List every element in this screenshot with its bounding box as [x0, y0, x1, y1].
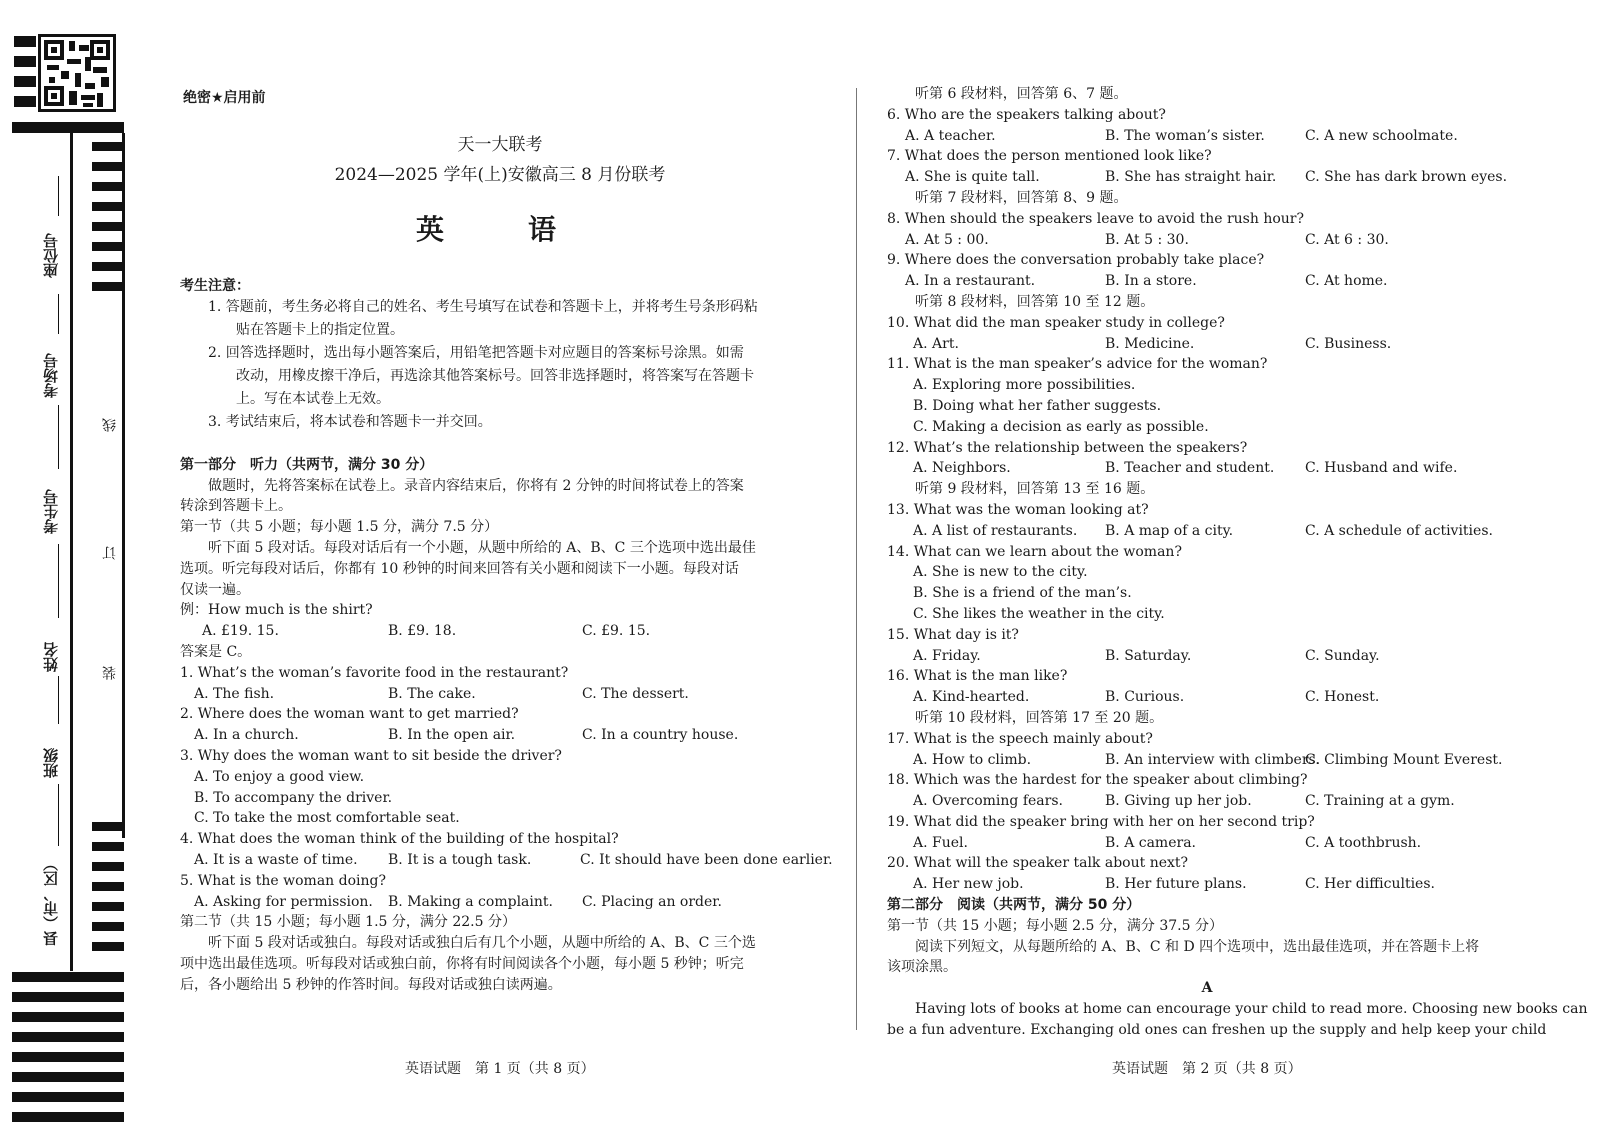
option-b: B. The woman’s sister.: [1105, 127, 1265, 144]
question-1-options: [180, 684, 820, 705]
question-7: 7. What does the person mentioned look like?: [887, 148, 1212, 165]
option-a: A. At 5 : 00.: [905, 231, 989, 248]
exam-title: 2024—2025 学年(上)安徽高三 8 月份联考: [334, 165, 666, 185]
option-b: B. An interview with climbers.: [1105, 751, 1321, 768]
option-a: A. In a restaurant.: [905, 273, 1036, 290]
example-question: 例：How much is the shirt?: [180, 602, 373, 619]
question-1: 1. What’s the woman’s favorite food in the restaurant?: [180, 664, 569, 681]
option-c: C. Climbing Mount Everest.: [1305, 751, 1503, 768]
notice-line: 贴在答题卡上的指定位置。: [236, 321, 404, 338]
option-b: B. It is a tough task.: [388, 851, 532, 868]
question-2-options: [180, 725, 820, 746]
material-heading: 听第 9 段材料，回答第 13 至 16 题。: [915, 481, 1155, 498]
question-8-options: [887, 230, 1527, 251]
question-12-options: [887, 458, 1527, 479]
option-c: C. £9. 15.: [582, 623, 651, 640]
question-18: 18. Which was the hardest for the speaker about climbing?: [887, 772, 1308, 789]
question-10: 10. What did the man speaker study in college?: [887, 314, 1225, 331]
cut-line-word: 订: [102, 546, 118, 560]
passage-line: be a fun adventure. Exchanging old ones can freshen up the supply and help keep your child: [887, 1021, 1547, 1038]
county-label: 县（市、区）: [42, 856, 60, 946]
option-c: C. In a country house.: [582, 727, 739, 744]
option-c: C. A toothbrush.: [1305, 834, 1422, 851]
section1-intro: 仅读一遍。: [180, 581, 250, 598]
part2-intro: 该项涂黑。: [887, 959, 957, 976]
candidate-number-label: 考生号: [42, 489, 60, 534]
option-c: C. Business.: [1305, 335, 1392, 352]
question-6-options: [887, 126, 1527, 147]
option-b: B. She is a friend of the man’s.: [913, 585, 1132, 602]
section1-intro: 选项。听完每段对话后，你都有 10 秒钟的时间来回答有关小题和阅读下一小题。每段对话: [180, 560, 739, 577]
option-a: A. How to climb.: [913, 751, 1032, 768]
material-heading: 听第 7 段材料，回答第 8、9 题。: [915, 189, 1128, 206]
notice-line: 1. 答题前，考生务必将自己的姓名、考生号填写在试卷和答题卡上，并将考生号条形码粘: [208, 298, 758, 315]
option-a: A. To enjoy a good view.: [194, 768, 365, 785]
question-4: 4. What does the woman think of the building of the hospital?: [180, 831, 619, 848]
section2-intro: 后，各小题给出 5 秒钟的作答时间。每段对话或独白读两遍。: [180, 976, 562, 993]
question-9-options: [887, 271, 1527, 292]
option-c: C. Sunday.: [1305, 647, 1380, 664]
option-c: C. Training at a gym.: [1305, 793, 1455, 810]
example-answer: 答案是 C。: [180, 643, 252, 660]
option-a: A. A list of restaurants.: [913, 522, 1078, 539]
option-c: C. She likes the weather in the city.: [913, 605, 1165, 622]
option-c: C. Husband and wife.: [1305, 460, 1458, 477]
class-label: 班级: [42, 748, 60, 778]
question-14: 14. What can we learn about the woman?: [887, 543, 1182, 560]
question-16-options: [887, 687, 1527, 708]
option-a: A. £19. 15.: [202, 623, 279, 640]
section2-title: 第二节（共 15 小题；每小题 1.5 分，满分 22.5 分）: [180, 914, 516, 931]
notice-line: 上。写在本试卷上无效。: [236, 390, 390, 407]
question-15-options: [887, 646, 1527, 667]
question-18-options: [887, 791, 1527, 812]
option-b: B. In a store.: [1105, 273, 1197, 290]
option-a: A. She is quite tall.: [905, 169, 1040, 186]
question-20: 20. What will the speaker talk about next?: [887, 855, 1189, 872]
question-13-options: [887, 521, 1527, 542]
option-c: C. At home.: [1305, 273, 1388, 290]
section1-intro: 听下面 5 段对话。每段对话后有一个小题，从题中所给的 A、B、C 三个选项中选出最佳: [208, 539, 756, 556]
option-a: A. Her new job.: [913, 876, 1024, 893]
question-5-options: [180, 892, 820, 913]
option-c: C. A schedule of activities.: [1305, 522, 1493, 539]
option-c: C. At 6 : 30.: [1305, 231, 1389, 248]
option-b: B. Her future plans.: [1105, 876, 1247, 893]
material-heading: 听第 8 段材料，回答第 10 至 12 题。: [915, 293, 1155, 310]
material-heading: 听第 10 段材料，回答第 17 至 20 题。: [915, 709, 1164, 726]
option-a: A. A teacher.: [905, 127, 996, 144]
example-options: [180, 621, 820, 642]
qr-code-icon: [38, 34, 116, 112]
option-b: B. A camera.: [1105, 834, 1196, 851]
option-b: B. A map of a city.: [1105, 522, 1234, 539]
option-b: B. In the open air.: [388, 727, 516, 744]
option-a: A. Overcoming fears.: [913, 793, 1063, 810]
option-a: A. Asking for permission.: [194, 893, 373, 910]
question-19-options: [887, 833, 1527, 854]
cut-line-word: 线: [102, 418, 118, 432]
section2-intro: 听下面 5 段对话或独白。每段对话或独白后有几个小题，从题中所给的 A、B、C 三个选: [208, 935, 756, 952]
option-c: C. She has dark brown eyes.: [1305, 169, 1508, 186]
option-a: A. It is a waste of time.: [194, 851, 358, 868]
question-15: 15. What day is it?: [887, 626, 1019, 643]
seat-number-label: 座位号: [42, 233, 60, 278]
question-6: 6. Who are the speakers talking about?: [887, 106, 1166, 123]
option-c: C. To take the most comfortable seat.: [194, 810, 460, 827]
part1-title: 第一部分 听力（共两节，满分 30 分）: [180, 456, 434, 473]
option-b: B. Medicine.: [1105, 335, 1195, 352]
question-8: 8. When should the speakers leave to avoid the rush hour?: [887, 210, 1304, 227]
question-7-options: [887, 167, 1527, 188]
question-5: 5. What is the woman doing?: [180, 872, 386, 889]
section2-intro: 项中选出最佳选项。听每段对话或独白前，你将有时间阅读各个小题，每小题 5 秒钟；听完: [180, 955, 744, 972]
option-b: B. To accompany the driver.: [194, 789, 393, 806]
option-b: B. Teacher and student.: [1105, 460, 1275, 477]
question-17-options: [887, 750, 1527, 771]
notice-title: 考生注意：: [180, 278, 250, 294]
notice-line: 2. 回答选择题时，选出每小题答案后，用铅笔把答题卡对应题目的答案标号涂黑。如需: [208, 344, 744, 361]
notice-line: 3. 考试结束后，将本试卷和答题卡一并交回。: [208, 413, 492, 430]
part2-section1-title: 第一节（共 15 小题；每小题 2.5 分，满分 37.5 分）: [887, 917, 1223, 934]
option-a: A. In a church.: [194, 727, 299, 744]
question-4-options: [180, 850, 833, 871]
option-c: C. Her difficulties.: [1305, 876, 1435, 893]
option-a: A. Exploring more possibilities.: [913, 377, 1136, 394]
section1-title: 第一节（共 5 小题；每小题 1.5 分，满分 7.5 分）: [180, 519, 499, 536]
option-a: A. The fish.: [194, 685, 275, 702]
page-divider: [856, 88, 857, 1030]
option-c: C. A new schoolmate.: [1305, 127, 1458, 144]
option-a: A. Friday.: [913, 647, 981, 664]
option-c: C. Honest.: [1305, 689, 1380, 706]
part1-intro: 做题时，先将答案标在试卷上。录音内容结束后，你将有 2 分钟的时间将试卷上的答案: [208, 477, 744, 494]
part2-title: 第二部分 阅读（共两节，满分 50 分）: [887, 897, 1141, 914]
page-2-body: [887, 84, 1588, 1041]
part1-intro: 转涂到答题卡上。: [180, 498, 292, 515]
question-10-options: [887, 334, 1527, 355]
page-2-footer: 英语试题 第 2 页（共 8 页）: [1112, 1061, 1302, 1077]
option-b: B. The cake.: [388, 685, 476, 702]
passage-line: Having lots of books at home can encourage your child to read more. Choosing new books can: [915, 1001, 1588, 1018]
question-3: 3. Why does the woman want to sit beside the driver?: [180, 747, 562, 764]
option-b: B. She has straight hair.: [1105, 169, 1277, 186]
notice-line: 改动，用橡皮擦干净后，再选涂其他答案标号。回答非选择题时，将答案写在答题卡: [236, 367, 754, 384]
part2-intro: 阅读下列短文，从每题所给的 A、B、C 和 D 四个选项中，选出最佳选项，并在答题卡上将: [915, 938, 1480, 955]
exam-organizer: 天一大联考: [457, 135, 543, 155]
question-13: 13. What was the woman looking at?: [887, 501, 1149, 518]
page-1-body: [180, 276, 833, 996]
question-9: 9. Where does the conversation probably take place?: [887, 252, 1265, 269]
option-a: A. She is new to the city.: [913, 564, 1088, 581]
question-19: 19. What did the speaker bring with her on her second trip?: [887, 813, 1315, 830]
option-b: B. Saturday.: [1105, 647, 1192, 664]
exam-room-label: 考场号: [42, 353, 60, 398]
option-b: B. Giving up her job.: [1105, 793, 1252, 810]
option-c: C. Placing an order.: [582, 893, 722, 910]
question-16: 16. What is the man like?: [887, 668, 1068, 685]
option-c: C. The dessert.: [582, 685, 689, 702]
option-b: B. £9. 18.: [388, 623, 457, 640]
page-1-footer: 英语试题 第 1 页（共 8 页）: [405, 1061, 595, 1077]
option-a: A. Fuel.: [913, 834, 968, 851]
option-c: C. It should have been done earlier.: [580, 851, 833, 868]
question-11: 11. What is the man speaker’s advice for the woman?: [887, 356, 1268, 373]
option-c: C. Making a decision as early as possible.: [913, 418, 1209, 435]
question-20-options: [887, 874, 1527, 895]
question-12: 12. What’s the relationship between the speakers?: [887, 439, 1248, 456]
passage-label: A: [1201, 980, 1213, 997]
option-a: A. Neighbors.: [913, 460, 1011, 477]
option-a: A. Art.: [913, 335, 959, 352]
material-heading: 听第 6 段材料，回答第 6、7 题。: [915, 86, 1128, 102]
name-label: 姓名: [42, 642, 60, 672]
option-a: A. Kind-hearted.: [913, 689, 1030, 706]
binding-strip: [0, 0, 130, 1138]
question-17: 17. What is the speech mainly about?: [887, 730, 1153, 747]
subject-title: 英 语: [415, 213, 584, 246]
option-b: B. Curious.: [1105, 689, 1185, 706]
option-b: B. Doing what her father suggests.: [913, 397, 1162, 414]
question-2: 2. Where does the woman want to get married?: [180, 706, 519, 723]
confidential-mark: 绝密★启用前: [183, 90, 266, 106]
cut-line-word: 装: [102, 666, 118, 680]
option-b: B. At 5 : 30.: [1105, 231, 1189, 248]
option-b: B. Making a complaint.: [388, 893, 553, 910]
